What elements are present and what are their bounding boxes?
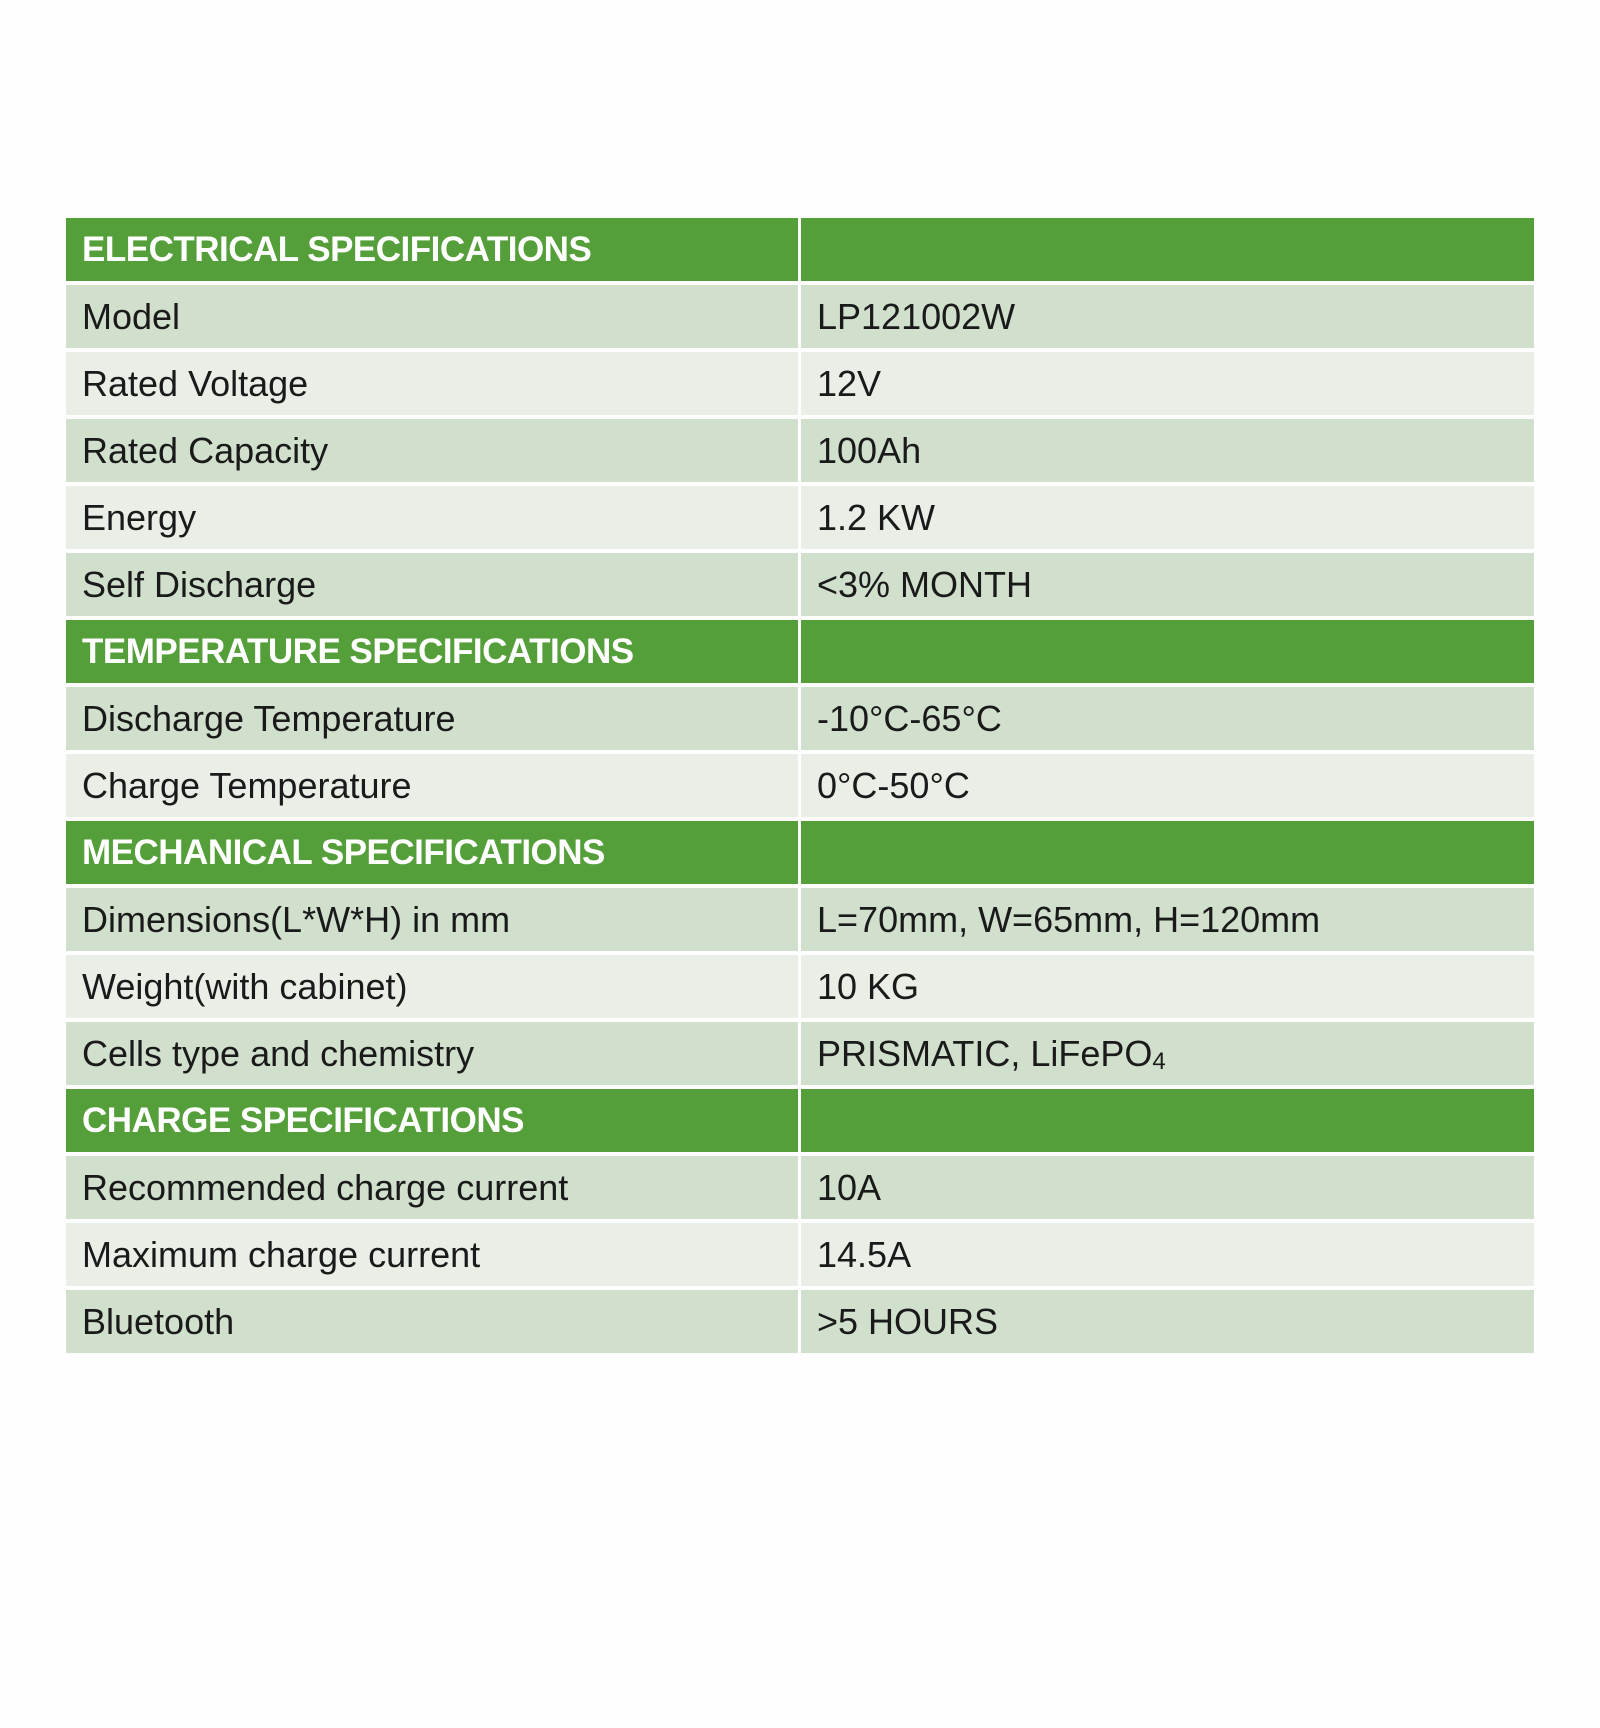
- spec-value: 10A: [801, 1156, 1534, 1219]
- table-row: [66, 955, 1534, 1018]
- spec-label: Charge Temperature: [66, 754, 798, 817]
- table-row: [66, 285, 1534, 348]
- spec-label: Discharge Temperature: [66, 687, 798, 750]
- section-title: CHARGE SPECIFICATIONS: [66, 1089, 798, 1152]
- spec-value: -10°C-65°C: [801, 687, 1534, 750]
- spec-value: 100Ah: [801, 419, 1534, 482]
- table-row: [66, 888, 1534, 951]
- section-header-temperature: [66, 620, 1534, 683]
- spec-value: 14.5A: [801, 1223, 1534, 1286]
- spec-value: 0°C-50°C: [801, 754, 1534, 817]
- spec-label: Self Discharge: [66, 553, 798, 616]
- spec-value: 1.2 KW: [801, 486, 1534, 549]
- table-row: [66, 419, 1534, 482]
- spec-label: Rated Capacity: [66, 419, 798, 482]
- section-header-empty-cell: [801, 821, 1534, 884]
- spec-label: Bluetooth: [66, 1290, 798, 1353]
- spec-value: 12V: [801, 352, 1534, 415]
- spec-label: Energy: [66, 486, 798, 549]
- section-title: ELECTRICAL SPECIFICATIONS: [66, 218, 798, 281]
- section-header-empty-cell: [801, 1089, 1534, 1152]
- spec-value: >5 HOURS: [801, 1290, 1534, 1353]
- spec-value: LP121002W: [801, 285, 1534, 348]
- table-row: [66, 1156, 1534, 1219]
- table-row: [66, 352, 1534, 415]
- spec-value-text: PRISMATIC, LiFePO: [817, 1032, 1153, 1074]
- spec-label: Recommended charge current: [66, 1156, 798, 1219]
- spec-table: [66, 218, 1534, 1357]
- table-row: [66, 687, 1534, 750]
- spec-label: Rated Voltage: [66, 352, 798, 415]
- table-row: [66, 1290, 1534, 1353]
- spec-value: 10 KG: [801, 955, 1534, 1018]
- spec-label: Cells type and chemistry: [66, 1022, 798, 1085]
- spec-label: Weight(with cabinet): [66, 955, 798, 1018]
- table-row: [66, 486, 1534, 549]
- spec-label: Model: [66, 285, 798, 348]
- section-header-electrical: [66, 218, 1534, 281]
- section-header-mechanical: [66, 821, 1534, 884]
- spec-value: <3% MONTH: [801, 553, 1534, 616]
- table-row: [66, 1022, 1534, 1085]
- table-row: [66, 754, 1534, 817]
- section-header-empty-cell: [801, 218, 1534, 281]
- section-header-empty-cell: [801, 620, 1534, 683]
- spec-label: Maximum charge current: [66, 1223, 798, 1286]
- spec-label: Dimensions(L*W*H) in mm: [66, 888, 798, 951]
- spec-value: L=70mm, W=65mm, H=120mm: [801, 888, 1534, 951]
- section-title: TEMPERATURE SPECIFICATIONS: [66, 620, 798, 683]
- table-row: [66, 553, 1534, 616]
- spec-value-subscript: 4: [1152, 1047, 1166, 1075]
- section-header-charge: [66, 1089, 1534, 1152]
- spec-value: [801, 1022, 1534, 1085]
- table-row: [66, 1223, 1534, 1286]
- section-title: MECHANICAL SPECIFICATIONS: [66, 821, 798, 884]
